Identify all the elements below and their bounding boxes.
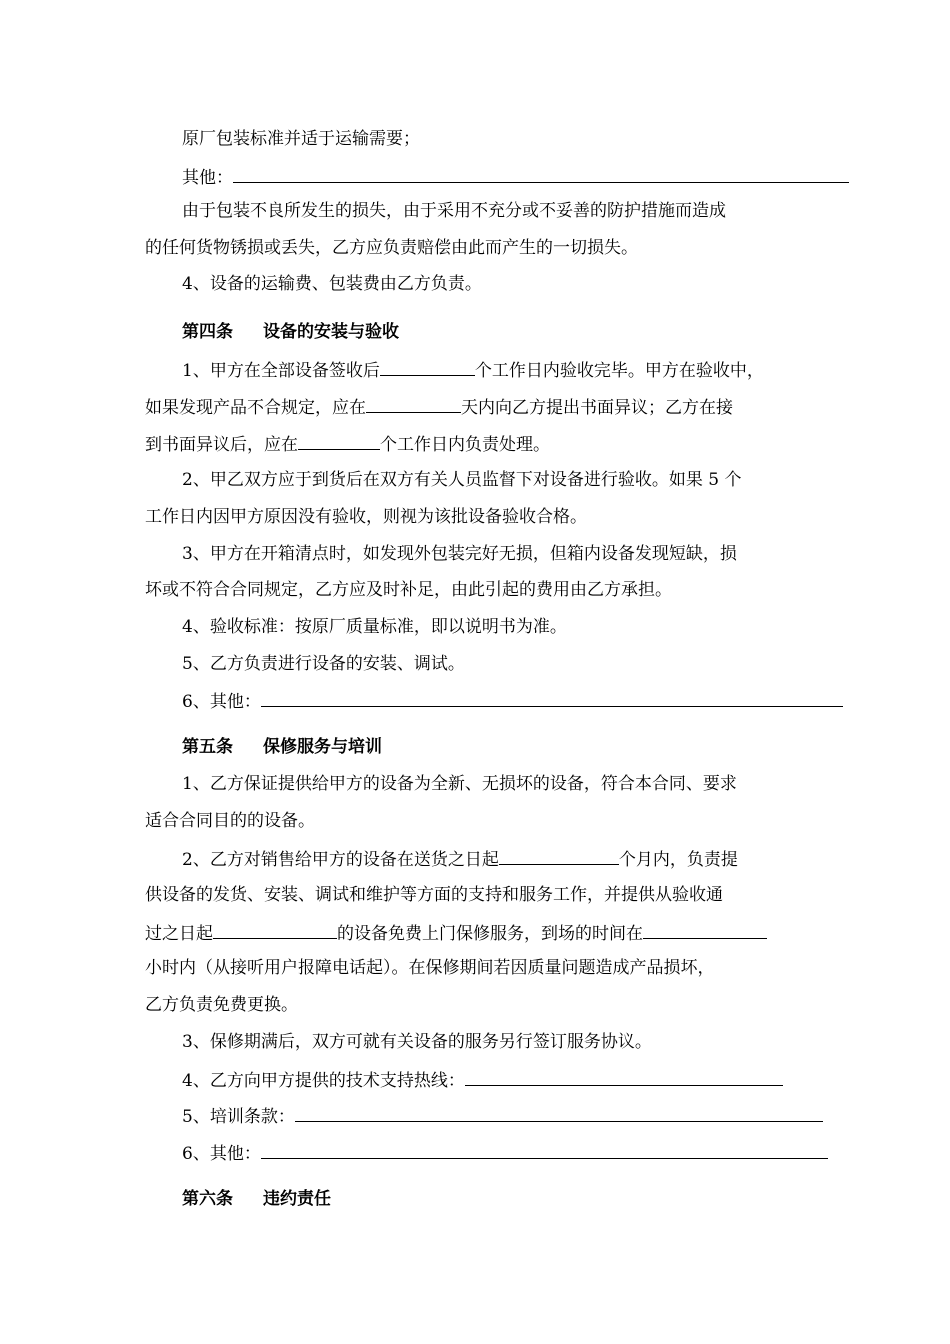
warranty-months-blank[interactable] bbox=[499, 846, 619, 865]
acceptance-days-blank[interactable] bbox=[380, 357, 475, 376]
article-5-heading bbox=[182, 735, 382, 759]
art5-p2-line-1: 2、乙方对销售给甲方的设备在送货之日起 个月内，负责提 bbox=[182, 846, 738, 872]
art5-p4-line: 4、乙方向甲方提供的技术支持热线： bbox=[182, 1067, 783, 1093]
packaging-other-blank[interactable] bbox=[233, 164, 849, 183]
art5-p5-line: 5、培训条款： bbox=[182, 1103, 823, 1129]
art4-p2-line-1: 2、甲乙双方应于到货后在双方有关人员监督下对设备进行验收。如果 5 个 bbox=[182, 470, 742, 490]
article-6-number: 第六条 bbox=[182, 1189, 233, 1209]
objection-days-blank[interactable] bbox=[366, 394, 461, 413]
transport-fee-line: 4、设备的运输费、包装费由乙方负责。 bbox=[182, 274, 482, 294]
other-label: 其他： bbox=[182, 168, 233, 188]
art5-p2-line-3: 过之日起 的设备免费上门保修服务，到场的时间在 bbox=[145, 920, 767, 946]
art5-p6-line: 6、其他： bbox=[182, 1140, 828, 1166]
damage-clause-line-1: 由于包装不良所发生的损失，由于采用不充分或不妥善的防护措施而造成 bbox=[182, 201, 726, 221]
art4-other-blank[interactable] bbox=[261, 688, 843, 707]
art5-p2-line-2: 供设备的发货、安装、调试和维护等方面的支持和服务工作，并提供从验收通 bbox=[145, 885, 723, 905]
article-6-heading bbox=[182, 1187, 331, 1211]
art4-p3-line-1: 3、甲方在开箱清点时，如发现外包装完好无损，但箱内设备发现短缺，损 bbox=[182, 544, 737, 564]
art5-p2-line-5: 乙方负责免费更换。 bbox=[145, 995, 298, 1015]
art5-p2-line-4: 小时内（从接听用户报障电话起）。在保修期间若因质量问题造成产品损坏， bbox=[145, 958, 715, 978]
art4-p6-line: 6、其他： bbox=[182, 688, 843, 714]
article-4-heading bbox=[182, 320, 399, 344]
art4-p1-line-3: 到书面异议后，应在 个工作日内负责处理。 bbox=[145, 431, 550, 457]
packaging-other-line bbox=[182, 164, 849, 190]
article-4-title: 设备的安装与验收 bbox=[263, 322, 399, 342]
damage-clause-line-2: 的任何货物锈损或丢失，乙方应负责赔偿由此而产生的一切损失。 bbox=[145, 238, 638, 258]
handling-days-blank[interactable] bbox=[298, 431, 380, 450]
arrival-hours-blank[interactable] bbox=[643, 920, 767, 939]
article-5-number: 第五条 bbox=[182, 737, 233, 757]
art5-p1-line-2: 适合合同目的的设备。 bbox=[145, 811, 315, 831]
support-hotline-blank[interactable] bbox=[465, 1067, 783, 1086]
article-5-title: 保修服务与培训 bbox=[263, 737, 382, 757]
art4-p1-line-2: 如果发现产品不合规定，应在 天内向乙方提出书面异议；乙方在接 bbox=[145, 394, 733, 420]
article-6-title: 违约责任 bbox=[263, 1189, 331, 1209]
art5-p3-line: 3、保修期满后，双方可就有关设备的服务另行签订服务协议。 bbox=[182, 1032, 652, 1052]
art4-p5-line: 5、乙方负责进行设备的安装、调试。 bbox=[182, 654, 465, 674]
art5-p1-line-1: 1、乙方保证提供给甲方的设备为全新、无损坏的设备，符合本合同、要求 bbox=[182, 774, 737, 794]
art5-other-blank[interactable] bbox=[261, 1140, 828, 1159]
art4-p4-line: 4、验收标准：按原厂质量标准，即以说明书为准。 bbox=[182, 617, 567, 637]
free-service-period-blank[interactable] bbox=[213, 920, 337, 939]
article-4-number: 第四条 bbox=[182, 322, 233, 342]
packaging-standard-line: 原厂包装标准并适于运输需要； bbox=[182, 129, 420, 149]
training-terms-blank[interactable] bbox=[295, 1103, 823, 1122]
art4-p3-line-2: 坏或不符合合同规定，乙方应及时补足，由此引起的费用由乙方承担。 bbox=[145, 580, 672, 600]
art4-p1-line-1: 1、甲方在全部设备签收后 个工作日内验收完毕。甲方在验收中， bbox=[182, 357, 764, 383]
art4-p2-line-2: 工作日内因甲方原因没有验收，则视为该批设备验收合格。 bbox=[145, 507, 587, 527]
